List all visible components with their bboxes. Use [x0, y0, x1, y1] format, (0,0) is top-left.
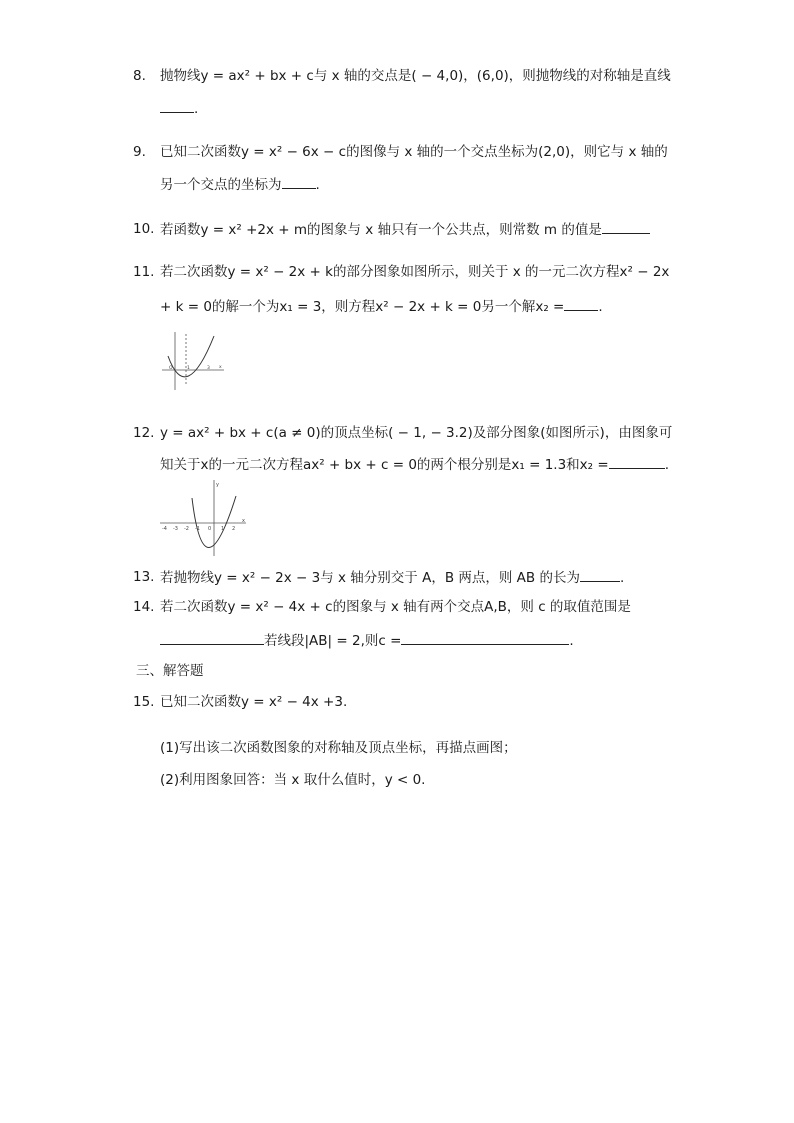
- figure-12-parabola: [158, 478, 250, 560]
- question-text: 若二次函数y = x² − 4x + c的图象与 x 轴有两个交点A,B，则 c 的取值范围是: [160, 599, 631, 615]
- question-text: 若函数y = x² +2x + m的图象与 x 轴只有一个公共点，则常数 m 的值是: [160, 219, 650, 240]
- tick-label: -2: [184, 526, 189, 532]
- question-text-cont: 若线段|AB| = 2,则c = .: [160, 630, 574, 651]
- tick-label: -4: [162, 526, 167, 532]
- figure-11-parabola: [160, 330, 226, 392]
- question-number: 14.: [133, 599, 155, 615]
- tick-label: 1: [221, 526, 225, 532]
- answer-blank[interactable]: [282, 174, 316, 189]
- question-text: 已知二次函数y = x² − 6x − c的图像与 x 轴的一个交点坐标为(2,0)，则它与 x 轴的: [160, 144, 668, 160]
- answer-blank-range[interactable]: [160, 630, 264, 645]
- answer-blank[interactable]: [609, 454, 665, 469]
- question-text: 抛物线y = ax² + bx + c与 x 轴的交点是( − 4,0)，(6,0)，则抛物线的对称轴是直线: [160, 68, 671, 84]
- label-three: 3: [207, 366, 210, 371]
- answer-blank[interactable]: [564, 296, 598, 311]
- label-y: y: [216, 482, 219, 488]
- tick-label: -3: [173, 526, 178, 532]
- tick-label: 2: [232, 526, 236, 532]
- question-number: 15.: [133, 694, 155, 710]
- question-text-cont: 知关于x的一元二次方程ax² + bx + c = 0的两个根分别是x₁ = 1.3和x₂ = .: [160, 454, 669, 475]
- question-text: 已知二次函数y = x² − 4x +3.: [160, 694, 348, 710]
- label-x: x: [242, 518, 245, 524]
- question-number: 11.: [133, 264, 155, 280]
- answer-blank[interactable]: [602, 219, 650, 234]
- answer-blank[interactable]: [580, 567, 620, 582]
- question-text: y = ax² + bx + c(a ≠ 0)的顶点坐标( − 1, − 3.2)及部分图象(如图所示)，由图象可: [160, 425, 673, 441]
- question-number: 10.: [133, 221, 155, 237]
- answer-blank[interactable]: [160, 98, 194, 113]
- tick-label: 0: [208, 526, 212, 532]
- answer-line: .: [160, 98, 198, 119]
- answer-blank-c[interactable]: [401, 630, 569, 645]
- question-text: 若二次函数y = x² − 2x + k的部分图象如图所示，则关于 x 的一元二次方程x² − 2x: [160, 264, 670, 280]
- sub-question-2: (2)利用图象回答：当 x 取什么值时，y < 0.: [160, 772, 426, 788]
- question-number: 8.: [133, 68, 146, 84]
- label-x: x: [219, 365, 222, 370]
- question-number: 13.: [133, 569, 155, 585]
- sub-question-1: (1)写出该二次函数图象的对称轴及顶点坐标，再描点画图；: [160, 740, 517, 756]
- question-number: 12.: [133, 425, 155, 441]
- label-origin: O: [169, 366, 173, 371]
- question-number: 9.: [133, 144, 146, 160]
- question-text-cont: 另一个交点的坐标为 .: [160, 174, 320, 195]
- section-heading: 三、解答题: [136, 663, 204, 679]
- question-text: 若抛物线y = x² − 2x − 3与 x 轴分别交于 A，B 两点，则 AB 的长为 .: [160, 567, 624, 588]
- question-text-cont: + k = 0的解一个为x₁ = 3，则方程x² − 2x + k = 0另一个解x₂ = .: [160, 296, 603, 317]
- label-one: 1: [187, 366, 190, 371]
- tick-label: -1: [195, 526, 200, 532]
